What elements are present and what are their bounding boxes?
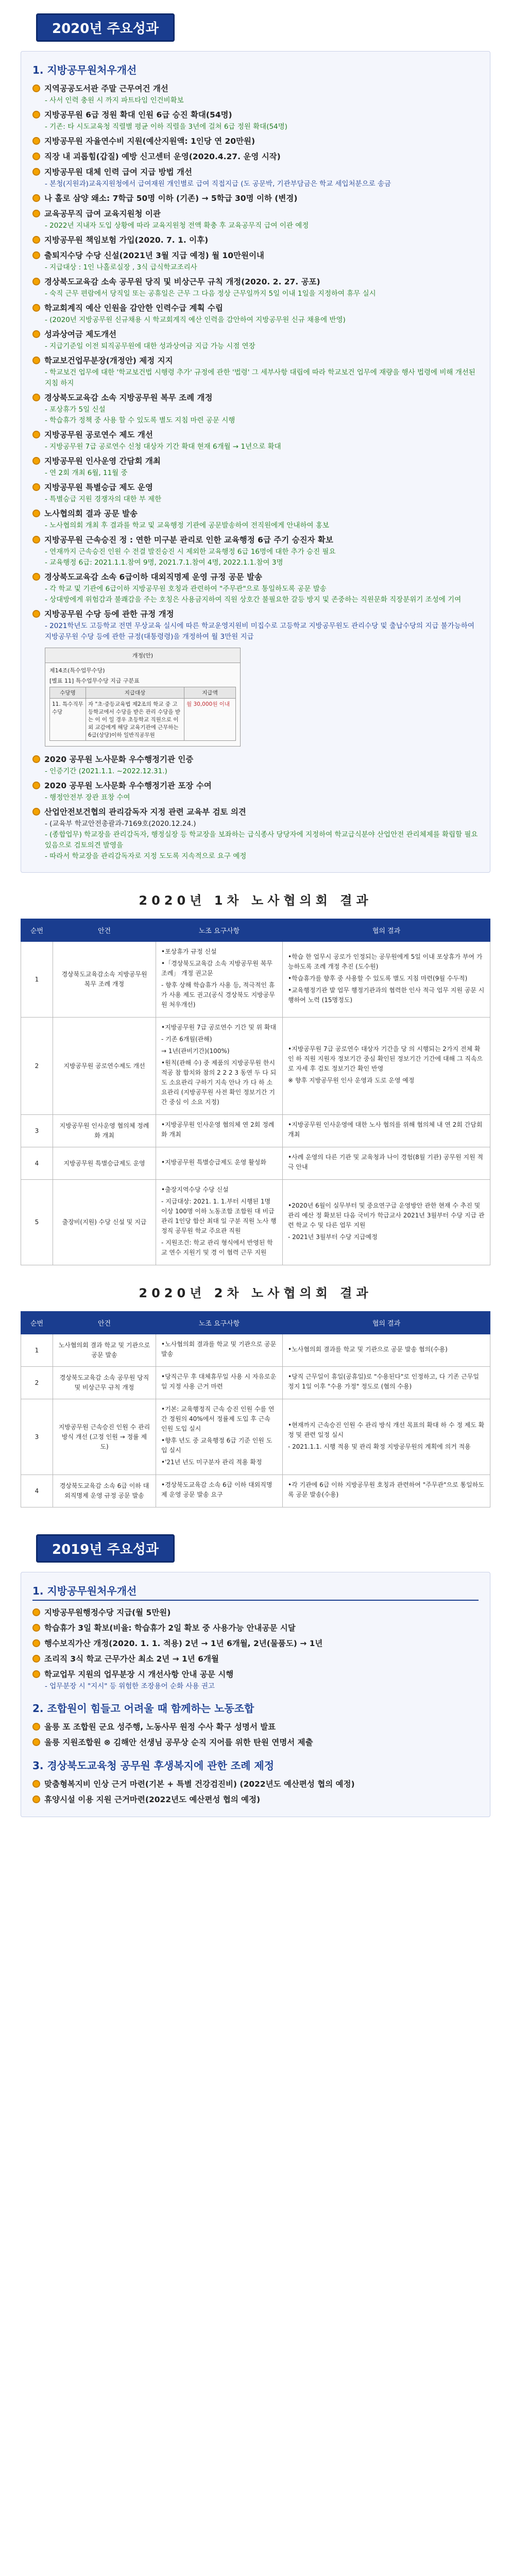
achievement-text: 학교업무 지원의 업무분장 시 개선사항 안내 공문 시행 xyxy=(44,1670,234,1679)
request-line: •포상휴가 규정 신설 xyxy=(161,948,217,955)
achievement-line xyxy=(32,753,479,766)
table-title: 2020년 1차 노사협의회 결과 xyxy=(139,893,372,908)
achievement-detail: - 인증기간 (2021.1.1. ~2022.12.31.) xyxy=(45,767,167,775)
bullet-icon xyxy=(32,357,40,364)
row-result xyxy=(283,1115,490,1147)
year-banner-2020: 2020년 주요성과 xyxy=(36,13,175,42)
achievement-item xyxy=(32,607,479,642)
request-line: •당직근무 후 대체휴무일 사용 시 자유로운 일 지정 사용 근거 마련 xyxy=(161,1373,277,1390)
achievement-line xyxy=(32,1777,479,1791)
achievement-text: 지방공무원행정수당 지급(월 5만원) xyxy=(44,1608,171,1617)
achievement-text: 지방공무원 책임보험 가입(2020. 7. 1. 이후) xyxy=(44,235,209,245)
bullet-icon xyxy=(32,782,40,789)
achievement-text: 휴양시설 이용 지원 근거마련(2022년도 예산편성 협의 예정) xyxy=(44,1795,261,1804)
achievement-list-2 xyxy=(32,753,479,862)
row-agenda: 지방공무원 인사운영 협의체 정례화 개최 xyxy=(53,1115,156,1147)
achievement-line xyxy=(32,454,479,468)
achievement-item xyxy=(32,301,479,326)
request-line: •출장지역수당 수당 신설 xyxy=(161,1186,229,1193)
row-result xyxy=(283,1018,490,1115)
decree-line: [별표 11] 특수업무수당 지급 구분표 xyxy=(49,677,140,684)
bullet-icon xyxy=(32,1795,40,1803)
achievement-text: 울릉 포 조합원 군요 성주행, 노동사무 원정 수사 확구 성명서 발표 xyxy=(44,1722,276,1732)
bullet-icon xyxy=(32,1655,40,1663)
achievement-item xyxy=(32,481,479,505)
table-row xyxy=(21,1115,490,1147)
achievement-item xyxy=(32,192,479,205)
achievement-text: 행수보직가산 개정(2020. 1. 1. 적용) 2년 → 1년 6개월, 2년(물품도) → 1년 xyxy=(44,1639,323,1648)
achievement-detail: - (교육부 학교안전총괄과-7169호(2020.12.24.) xyxy=(45,820,196,828)
row-agenda: 지방공무원 근속승진 인원 수 관리 방식 개선 (고정 인원 → 정률 제도) xyxy=(53,1399,156,1475)
bullet-icon xyxy=(32,1738,40,1746)
achievement-line xyxy=(32,150,479,163)
row-union-request xyxy=(156,1399,283,1475)
request-line: - 지급대상: 2021. 1. 1.부터 시행된 1명 이상 100명 이하 노동조합 조합원 대 비급 관리 1인당 합산 최대 일 구분 직원 노사 행정직 공무원 학교 주요관 직원 xyxy=(161,1198,277,1234)
achievement-line xyxy=(32,134,479,148)
column-header: 순번 xyxy=(21,1312,53,1334)
section-2019-achievements xyxy=(21,1572,490,1817)
request-line: •지방공무원 특별승급제도 운영 활성화 xyxy=(161,1158,266,1166)
bullet-icon xyxy=(32,111,40,118)
achievement-line xyxy=(32,428,479,442)
achievement-detail: - 지방공무원 7급 공로연수 신청 대상자 기간 확대 현재 6개월 → 1년으로 확대 xyxy=(45,443,281,451)
table-row xyxy=(21,1475,490,1507)
achievement-item xyxy=(32,454,479,479)
achievement-detail: - 특별승급 지원 경쟁자의 대한 부 제한 xyxy=(45,495,162,503)
achievement-detail: - 상대방에게 위험감과 불쾌감을 주는 호칭은 사용금지하여 직원 상호간 불필요한 갈등 방지 및 존중하는 직원문화 직장분위기 조성에 기여 xyxy=(45,596,462,604)
table-title: 2020년 2차 노사협의회 결과 xyxy=(139,1286,372,1300)
section-title: 2. 조합원이 힘들고 어려울 때 함께하는 노동조합 xyxy=(32,1702,254,1715)
request-line: •기본: 교육행정직 근속 승진 인원 수를 연간 정원의 40%에서 정률제 도입 후 근속 인원 도입 실시 xyxy=(161,1405,275,1432)
achievement-line xyxy=(32,1637,479,1650)
achievement-item xyxy=(32,753,479,777)
row-agenda: 경상북도교육감 소속 6급 이하 대외직명제 운영 규정 공문 발송 xyxy=(53,1475,156,1507)
row-agenda: 지방공무원 특별승급제도 운영 xyxy=(53,1147,156,1180)
bullet-icon xyxy=(32,1639,40,1647)
achievement-line xyxy=(32,275,479,289)
column-header: 노조 요구사항 xyxy=(156,919,283,942)
achievement-text: 맞춤형복지비 인상 근거 마련(기본 + 특별 건강검진비) (2022년도 예산편성 협의 예정) xyxy=(44,1780,355,1789)
row-number: 1 xyxy=(21,1334,53,1367)
bullet-icon xyxy=(32,394,40,401)
achievement-text: 2020 공무원 노사문화 우수행정기관 포장 수여 xyxy=(44,781,212,790)
row-agenda: 경상북도교육감소속 지방공무원 복무 조례 개정 xyxy=(53,942,156,1018)
column-header: 협의 결과 xyxy=(283,1312,490,1334)
achievement-item xyxy=(32,1621,479,1635)
achievement-line xyxy=(32,779,479,792)
row-number: 3 xyxy=(21,1399,53,1475)
year-banner-2019: 2019년 주요성과 xyxy=(36,1534,175,1563)
achievement-text: 학교보건업무분장(개정안) 제정 지지 xyxy=(44,356,173,365)
row-number: 3 xyxy=(21,1115,53,1147)
achievement-line xyxy=(32,165,479,179)
achievement-item xyxy=(32,108,479,132)
bullet-icon xyxy=(32,1780,40,1788)
achievement-line xyxy=(32,1606,479,1619)
row-result xyxy=(283,1147,490,1180)
row-number: 4 xyxy=(21,1475,53,1507)
decree-cell-amount: 월 30,000원 이내 xyxy=(184,699,236,741)
table-row xyxy=(21,1180,490,1265)
achievement-line xyxy=(32,533,479,547)
bullet-icon xyxy=(32,510,40,517)
achievement-line xyxy=(32,1736,479,1749)
decree-table xyxy=(49,687,236,741)
result-line: •노사협의회 결과를 학교 및 기관으로 공문 발송 협의(수용) xyxy=(288,1345,448,1353)
achievement-item xyxy=(32,134,479,148)
achievement-item xyxy=(32,1637,479,1650)
row-result xyxy=(283,1334,490,1367)
achievement-detail: - 노사협의회 개최 후 결과를 학교 및 교육행정 기관에 공문발송하여 전직원에게 안내하여 홍보 xyxy=(45,521,329,530)
achievement-line xyxy=(32,82,479,95)
achievement-line xyxy=(32,233,479,247)
achievement-text: 직장 내 괴롭힘(갑질) 예방 신고센터 운영(2020.4.27. 운영 시작) xyxy=(44,152,281,161)
bullet-icon xyxy=(32,251,40,259)
achievement-line xyxy=(32,192,479,205)
achievement-text: 지방공무원 6급 정원 확대 인원 6급 승진 확대(54명) xyxy=(44,110,232,120)
result-line: •지방공무원 인사운영에 대한 노사 협의를 위해 협의체 내 연 2회 간담회 개최 xyxy=(288,1121,483,1138)
achievement-line xyxy=(32,328,479,341)
decree-header: 지급대상 xyxy=(86,687,184,699)
column-header: 안건 xyxy=(53,1312,156,1334)
achievement-list xyxy=(32,1720,479,1749)
achievement-item xyxy=(32,1652,479,1666)
achievement-text: 지방공무원 대체 인력 급여 지급 방법 개선 xyxy=(44,167,192,177)
row-result xyxy=(283,1399,490,1475)
achievement-detail: - 2021학년도 고등학교 전면 무상교육 실시에 따른 학교운영지원비 미집수로 고등학교 지방공무원도 관리수당 및 출납수당의 지급 불가능하여 지방공무원 수당 등에 관한 규정(대통령령)을 개정하여 월 3만원 지급 xyxy=(45,622,474,641)
bullet-icon xyxy=(32,808,40,816)
achievement-detail: - (2020년 지방공무원 신규채용 시 학교회계직 예산 인력을 감안하여 지방공무원 신규 채용에 반영) xyxy=(45,316,346,324)
achievement-item xyxy=(32,570,479,605)
achievement-item xyxy=(32,779,479,803)
achievement-line xyxy=(32,301,479,315)
result-line: - 2021.1.1. 시행 적용 및 관리 확정 지방공무원의 계획에 의거 적용 xyxy=(288,1443,471,1450)
bullet-icon xyxy=(32,1624,40,1632)
request-line: - 지원조건: 학교 관리 형식에서 반영된 학교 연수 지원기 및 경 이 협력 근무 지원 xyxy=(161,1239,273,1256)
result-line: ※ 향후 지방공무원 인사 운영과 도로 운영 예정 xyxy=(288,1077,415,1084)
bullet-icon xyxy=(32,304,40,312)
achievement-line xyxy=(32,570,479,584)
achievement-line xyxy=(32,207,479,221)
negotiation-table-2 xyxy=(21,1311,490,1507)
achievement-text: 울릉 지원조합원 ⊗ 김해안 선생님 공무상 순직 지어를 위한 탄원 연명서 제출 xyxy=(44,1738,313,1747)
request-line: •향후 년도 중 교육행정 6급 기준 인원 도입 실시 xyxy=(161,1437,272,1454)
decree-title: 개정(안) xyxy=(45,648,240,663)
achievement-item xyxy=(32,328,479,352)
bullet-icon xyxy=(32,168,40,176)
bullet-icon xyxy=(32,84,40,92)
bullet-icon xyxy=(32,431,40,438)
table-row xyxy=(21,1018,490,1115)
row-union-request xyxy=(156,1115,283,1147)
result-line: - 2021년 3월부터 수당 지급예정 xyxy=(288,1233,378,1241)
row-union-request xyxy=(156,1367,283,1399)
bullet-icon xyxy=(32,457,40,465)
achievement-text: 2020 공무원 노사문화 우수행정기관 인증 xyxy=(44,755,194,764)
achievement-item xyxy=(32,428,479,452)
achievement-item xyxy=(32,165,479,190)
bullet-icon xyxy=(32,137,40,145)
request-line: •원칙(관해 수) 중 제품의 지방공무원 한시적공 참 합치와 참의 2 2 2 3 동연 두 다 되도 소요관리 구하기 지속 안나 가 다 하 소요관리 (지방공무원 사전 확인 정보기간 기간 중심 이 소요 지정) xyxy=(161,1059,277,1106)
achievement-item xyxy=(32,82,479,106)
row-union-request xyxy=(156,1147,283,1180)
bullet-icon xyxy=(32,210,40,217)
achievement-item xyxy=(32,1777,479,1791)
column-header: 협의 결과 xyxy=(283,919,490,942)
achievement-item xyxy=(32,207,479,231)
decree-header: 수당명 xyxy=(50,687,86,699)
achievement-line xyxy=(32,1793,479,1806)
decree-cell: 자 "초·중등교육법 제2조의 학교 중 고등학교에서 수당을 받은 관리 수당을 받는 이 이 일 경우 초등학교 직원으로 이외 교감에게 해당 교육기관에 근무하는 6급(상당)이하 일반직공무원 xyxy=(86,699,184,741)
achievement-line xyxy=(32,1621,479,1635)
achievement-text: 출퇴지수당 수당 신설(2021년 3월 지급 예정) 월 10만원이내 xyxy=(44,251,264,260)
achievement-line xyxy=(32,507,479,520)
decree-amendment-box xyxy=(45,648,241,747)
achievement-detail: - 본청(지원과)교육지원청에서 급여재원 개인별로 급여 직접지급 (도 공문박, 기관부담금은 학교 세입처분으로 송금 xyxy=(45,180,391,188)
bullet-icon xyxy=(32,1670,40,1678)
achievement-item xyxy=(32,1668,479,1692)
request-line: - 향후 상해 학습휴가 사용 등, 적극적인 휴가 사용 제도 권고(공식 경상북도 지방공무원 처우개선) xyxy=(161,981,275,1008)
row-agenda: 지방공무원 공로연수제도 개선 xyxy=(53,1018,156,1115)
result-line: •2020년 6월이 실무부터 및 중요연구급 운영방안 관한 현재 수 추진 및 관리 예산 정 확보된 다음 국비가 학급교사 2021년 3월부터 수당 지급 관련 학교 수 및 다른 업무 지원 xyxy=(288,1201,485,1229)
request-line: •지방공무원 7급 공로연수 기간 및 위 확대 xyxy=(161,1024,277,1031)
achievement-item xyxy=(32,233,479,247)
achievement-line xyxy=(32,249,479,262)
request-line: → 1년(관비기간)(100%) xyxy=(161,1047,230,1055)
bullet-icon xyxy=(32,755,40,763)
achievement-line xyxy=(32,1668,479,1681)
section-2020-achievements xyxy=(21,51,490,873)
row-union-request xyxy=(156,942,283,1018)
achievement-text: 성과상여금 제도개선 xyxy=(44,330,117,339)
achievement-item xyxy=(32,507,479,531)
achievement-line xyxy=(32,1652,479,1666)
row-number: 4 xyxy=(21,1147,53,1180)
achievement-list xyxy=(32,1777,479,1806)
row-agenda: 노사협의회 결과 학교 및 기관으로 공문 발송 xyxy=(53,1334,156,1367)
achievement-item xyxy=(32,1606,479,1619)
achievement-text: 경상북도교육감 소속 공무원 당직 및 비상근무 규칙 개정(2020. 2. 27. 공포) xyxy=(44,277,320,286)
achievement-line xyxy=(32,607,479,621)
result-line: •현재까지 근속승진 인원 수 관리 방식 개선 목표의 확대 하 수 정 제도 확정 및 관련 일정 실시 xyxy=(288,1421,485,1438)
row-union-request xyxy=(156,1180,283,1265)
table-row xyxy=(21,1399,490,1475)
result-line: •학습 한 업무시 공로가 인정되는 공무원에게 5일 이내 포상휴가 부여 가능하도록 조례 개정 추진 (도수원) xyxy=(288,953,483,970)
achievement-detail: - (종합업무) 학교장을 관리감독자, 행정실장 등 학교장을 보좌하는 급식종사 당당자에 지정하여 학교급식분야 산업안전 관리체제를 확립할 필요 있음으로 검토의견 발영을 xyxy=(45,831,478,850)
decree-header: 지급액 xyxy=(184,687,236,699)
result-line: •학습휴가를 향후 중 사용할 수 있도록 별도 지침 마련(9월 수두적) xyxy=(288,974,468,982)
achievement-item xyxy=(32,805,479,862)
achievement-detail: - 숙직 근무 편람에서 당직일 또는 공휴일은 근무 그 다음 정상 근무일까지 5일 이내 1일을 지정하여 휴무 실시 xyxy=(45,290,376,298)
column-header: 순번 xyxy=(21,919,53,942)
achievement-detail: - 지급대상 : 1인 나홀로실장 , 3식 급식학교조리사 xyxy=(45,263,197,272)
achievement-text: 학습휴가 3일 확보(비율: 학습휴가 2일 확보 중 사용가능 안내공문 시달 xyxy=(44,1623,296,1633)
achievement-detail: - 2022년 지내자 도입 상황에 따라 교육지원청 전액 확충 후 교육공무직 급여 이관 예정 xyxy=(45,222,309,230)
achievement-line xyxy=(32,1720,479,1734)
decree-line: 제14조(특수업무수당) xyxy=(49,667,105,674)
bullet-icon xyxy=(32,483,40,491)
row-number: 5 xyxy=(21,1180,53,1265)
achievement-text: 지방공무원 인사운영 간담회 개최 xyxy=(44,456,161,466)
achievement-line xyxy=(32,481,479,494)
achievement-text: 교육공무직 급여 교육지원청 이관 xyxy=(44,209,161,218)
achievement-list xyxy=(32,82,479,642)
achievement-detail: - 학교보건 업무에 대한 '학교보건법 시행령 추가' 규정에 관한 '법령' 그 세부사항 대립에 따라 학교보건 업무에 재량을 행사 법령에 비해 개선된 지침 하지 xyxy=(45,368,475,387)
request-line: •'21년 년도 미구분자 관리 적용 확정 xyxy=(161,1459,262,1466)
achievement-detail: - 따라서 학교장을 관리감독자로 지정 도도록 지속적으로 요구 예정 xyxy=(45,852,247,860)
achievement-text: 조리직 3식 학교 근무가산 최소 2년 → 1년 6개월 xyxy=(44,1654,219,1664)
bullet-icon xyxy=(32,1608,40,1616)
achievement-detail: - 기존: 타 시도교육청 직렬별 평균 이하 직렬을 3년에 걸쳐 6급 정원 확대(54명) xyxy=(45,123,287,131)
achievement-detail: - 각 학교 및 기관에 6급이하 지방공무원 호칭과 관련하여 "주무관"으로 통일하도록 공문 발송 xyxy=(45,585,327,593)
achievement-text: 지방공무원 자율연수비 지원(예산지원액: 1인당 연 20만원) xyxy=(44,137,256,146)
row-union-request xyxy=(156,1475,283,1507)
result-line: •각 기관에 6급 이하 지방공무원 호칭과 관련하여 "주무관"으로 통일하도록 공문 발송(수용) xyxy=(288,1481,484,1498)
achievement-item xyxy=(32,1736,479,1749)
bullet-icon xyxy=(32,236,40,244)
request-line: •「경상북도교육감 소속 지방공무원 복무조례」 개정 권고문 xyxy=(161,960,272,977)
achievement-text: 산업안전보건협의 관리감독자 지정 관련 교육부 검토 의견 xyxy=(44,807,246,817)
row-agenda: 출장비(지원) 수당 신설 및 지급 xyxy=(53,1180,156,1265)
row-result xyxy=(283,1367,490,1399)
achievement-text: 지방공무원 공로연수 제도 개선 xyxy=(44,430,153,439)
achievement-line xyxy=(32,391,479,404)
request-line: •노사협의회 결과를 학교 및 기관으로 공문 발송 xyxy=(161,1341,277,1358)
achievement-item xyxy=(32,354,479,389)
achievement-detail: - 지급기준일 이전 퇴직공무원에 대한 성과상여금 지급 가능 시점 연장 xyxy=(45,342,256,350)
row-number: 2 xyxy=(21,1018,53,1115)
bullet-icon xyxy=(32,194,40,202)
achievement-item xyxy=(32,391,479,426)
achievement-text: 노사협의회 결과 공문 발송 xyxy=(44,509,138,518)
achievement-item xyxy=(32,150,479,163)
row-result xyxy=(283,942,490,1018)
achievement-detail: - 업무분장 시 "지시" 등 위험한 조장용어 순화 사용 권고 xyxy=(45,1682,215,1690)
achievement-line xyxy=(32,108,479,122)
achievement-detail: - 연재까지 근속승진 인원 수 전결 발진승진 시 제외한 교육행정 6급 16명에 대한 추가 승진 필요 xyxy=(45,548,336,556)
row-result xyxy=(283,1180,490,1265)
table-row xyxy=(21,942,490,1018)
achievement-item xyxy=(32,249,479,273)
row-agenda: 경상북도교육감 소속 공무원 당직 및 비상근무 규칙 개정 xyxy=(53,1367,156,1399)
achievement-text: 나 홀로 삼양 왜소: 7학급 50명 이하 (기존) → 5학급 30명 이하 (변경) xyxy=(44,194,298,203)
table-row xyxy=(21,1367,490,1399)
achievement-detail: - 사서 인력 충원 시 까지 파트타임 인건비확보 xyxy=(45,96,184,105)
section-title: 3. 경상북도교육청 공무원 후생복지에 관한 조례 제정 xyxy=(32,1759,275,1772)
negotiation-table-1 xyxy=(21,919,490,1265)
result-line: •지방공무원 7급 공로연수 대상자 기간을 당 의 시행되는 2가지 전체 확인 하 직원 지원자 정보기간 중심 확인된 정보기간 기간에 대해 그 직속으로 자세 후 검토 정보기간 확인 반영 xyxy=(288,1045,483,1072)
result-line: •사례 운영의 다른 기관 및 교육청과 나이 경험(8월 기관) 공무원 지원 적극 안내 xyxy=(288,1154,484,1171)
achievement-detail: - 학습휴가 정책 중 사용 할 수 있도록 별도 지침 마련 공문 시행 xyxy=(45,416,235,425)
bullet-icon xyxy=(32,536,40,544)
bullet-icon xyxy=(32,573,40,581)
achievement-text: 지역공공도서관 주말 근무여건 개선 xyxy=(44,84,168,93)
achievement-list xyxy=(32,1606,479,1692)
achievement-text: 지방공무원 특별승급 제도 운영 xyxy=(44,483,153,492)
achievement-text: 지방공무원 근속승진 정 : 연한 미구분 관리로 인한 교육행정 6급 주기 승진자 확보 xyxy=(44,535,333,545)
row-number: 1 xyxy=(21,942,53,1018)
bullet-icon xyxy=(32,152,40,160)
decree-cell: 11. 특수직무수당 xyxy=(50,699,86,741)
achievement-detail: - 연 2회 개최 6월, 11월 중 xyxy=(45,469,128,477)
table-row xyxy=(21,1334,490,1367)
result-line: •교육행정기관 발 업무 행정기관과의 협력한 인사 적극 업무 지원 공문 시행하여 노력 (15명정도) xyxy=(288,986,485,1004)
achievement-item xyxy=(32,1793,479,1806)
result-line: •당직 근무일이 휴일(공휴일)로 "수용된다"로 인정하고, 다 기존 근무일 정지 1일 이후 "수용 가정" 정도로 (협의 수용) xyxy=(288,1373,479,1390)
achievement-line xyxy=(32,354,479,367)
achievement-text: 경상북도교육감 소속 지방공무원 복무 조례 개정 xyxy=(44,393,213,402)
row-result xyxy=(283,1475,490,1507)
table-row xyxy=(21,1147,490,1180)
bullet-icon xyxy=(32,610,40,618)
column-header: 안건 xyxy=(53,919,156,942)
achievement-item xyxy=(32,1720,479,1734)
achievement-text: 학교회계직 예산 인원을 감안한 인력수급 계획 수립 xyxy=(44,303,223,313)
section-title: 1. 지방공무원처우개선 xyxy=(32,64,137,76)
achievement-text: 경상북도교육감 소속 6급이하 대외직명제 운영 규정 공문 발송 xyxy=(44,572,262,582)
request-line: •지방공무원 인사운영 협의체 연 2회 정례화 개최 xyxy=(161,1121,275,1138)
achievement-detail: - 포상휴가 5일 신설 xyxy=(45,405,106,414)
achievement-text: 지방공무원 수당 등에 관한 규정 개정 xyxy=(44,609,174,619)
request-line: - 기존 6개월(관해) xyxy=(161,1036,212,1043)
bullet-icon xyxy=(32,1723,40,1731)
column-header: 노조 요구사항 xyxy=(156,1312,283,1334)
achievement-detail: - 교육행정 6급: 2021.1.1.참여 9명, 2021.7.1.참여 4명, 2022.1.1.참여 3명 xyxy=(45,558,283,567)
request-line: •경상북도교육감 소속 6급 이하 대외직명제 운영 공문 발송 요구 xyxy=(161,1481,272,1498)
row-union-request xyxy=(156,1018,283,1115)
bullet-icon xyxy=(32,330,40,338)
section-title: 1. 지방공무원처우개선 xyxy=(32,1583,479,1601)
achievement-line xyxy=(32,805,479,819)
achievement-item xyxy=(32,533,479,568)
achievement-item xyxy=(32,275,479,299)
row-union-request xyxy=(156,1334,283,1367)
achievement-detail: - 행정안전부 장관 표창 수여 xyxy=(45,793,130,802)
bullet-icon xyxy=(32,278,40,285)
row-number: 2 xyxy=(21,1367,53,1399)
